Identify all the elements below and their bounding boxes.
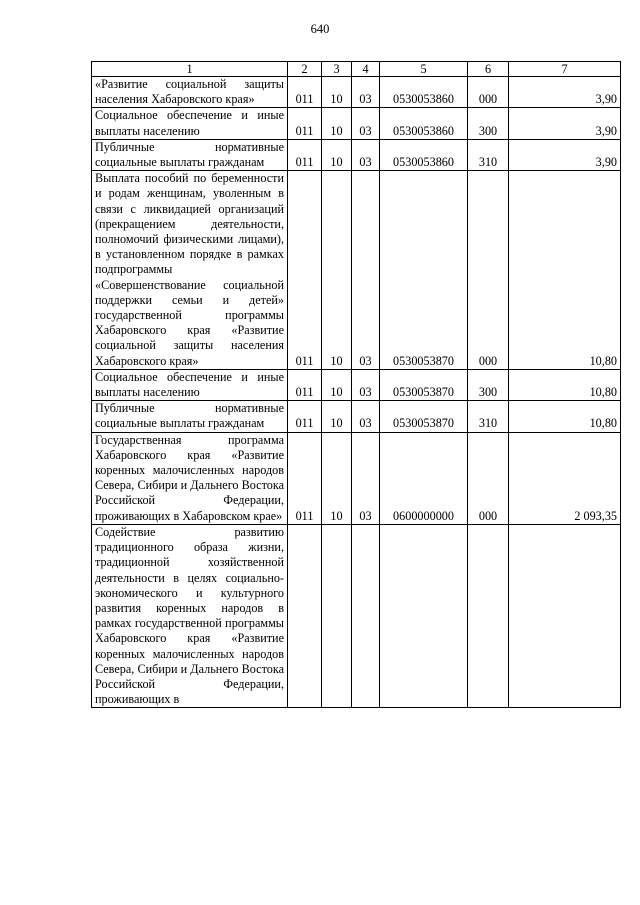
cell-amount: 3,90 xyxy=(509,77,621,108)
cell-section-code xyxy=(322,524,352,707)
cell-target-article: 0600000000 xyxy=(380,432,468,524)
cell-subsection-code: 03 xyxy=(352,139,380,170)
column-header: 7 xyxy=(509,62,621,77)
row-name-text: Социальное обеспечение и иные выплаты населению xyxy=(95,108,284,138)
cell-expense-type: 310 xyxy=(468,401,509,432)
cell-section-code: 10 xyxy=(322,108,352,139)
cell-target-article: 0530053870 xyxy=(380,369,468,400)
cell-ministry-code: 011 xyxy=(288,77,322,108)
cell-amount: 10,80 xyxy=(509,171,621,370)
cell-section-code: 10 xyxy=(322,401,352,432)
cell-amount: 3,90 xyxy=(509,139,621,170)
cell-amount xyxy=(509,524,621,707)
budget-table xyxy=(91,61,621,708)
row-name-cell xyxy=(92,108,288,139)
cell-amount: 3,90 xyxy=(509,108,621,139)
cell-amount: 10,80 xyxy=(509,369,621,400)
cell-subsection-code: 03 xyxy=(352,369,380,400)
cell-section-code: 10 xyxy=(322,171,352,370)
cell-section-code: 10 xyxy=(322,369,352,400)
cell-expense-type: 000 xyxy=(468,171,509,370)
table-row xyxy=(92,401,621,432)
cell-ministry-code xyxy=(288,524,322,707)
row-name-cell xyxy=(92,524,288,707)
cell-target-article: 0530053870 xyxy=(380,401,468,432)
cell-expense-type: 310 xyxy=(468,139,509,170)
cell-target-article: 0530053860 xyxy=(380,77,468,108)
cell-subsection-code: 03 xyxy=(352,171,380,370)
table-header-row xyxy=(92,62,621,77)
row-name-cell xyxy=(92,369,288,400)
cell-section-code: 10 xyxy=(322,77,352,108)
cell-ministry-code: 011 xyxy=(288,401,322,432)
row-name-cell xyxy=(92,432,288,524)
table-row xyxy=(92,171,621,370)
row-name-text: Содействие развитию традиционного образа жизни, традиционной хозяйственной деятельности в целях социально-экономического и культурного развития коренных народов в рамках государственной программы Хабаровского края «Развитие коренных малочисленных народов Севера, Сибири и Дальнего Востока Российской Федерации, проживающих в xyxy=(95,524,284,707)
table-row xyxy=(92,139,621,170)
cell-ministry-code: 011 xyxy=(288,139,322,170)
cell-expense-type: 000 xyxy=(468,432,509,524)
cell-ministry-code: 011 xyxy=(288,171,322,370)
cell-subsection-code xyxy=(352,524,380,707)
row-name-text: Государственная программа Хабаровского края «Развитие коренных малочисленных народов Севера, Сибири и Дальнего Востока Российской Федерации, проживающих в Хабаровском крае» xyxy=(95,432,284,523)
row-name-text: Публичные нормативные социальные выплаты гражданам xyxy=(95,401,284,431)
row-name-cell xyxy=(92,77,288,108)
column-header: 4 xyxy=(352,62,380,77)
cell-subsection-code: 03 xyxy=(352,77,380,108)
column-header: 5 xyxy=(380,62,468,77)
cell-section-code: 10 xyxy=(322,432,352,524)
cell-expense-type: 300 xyxy=(468,369,509,400)
cell-subsection-code: 03 xyxy=(352,432,380,524)
column-header: 6 xyxy=(468,62,509,77)
cell-amount: 2 093,35 xyxy=(509,432,621,524)
page-number: 640 xyxy=(310,22,330,36)
cell-expense-type: 000 xyxy=(468,77,509,108)
cell-subsection-code: 03 xyxy=(352,401,380,432)
column-header: 1 xyxy=(92,62,288,77)
row-name-text: Социальное обеспечение и иные выплаты населению xyxy=(95,369,284,400)
table-row xyxy=(92,77,621,108)
row-name-cell xyxy=(92,171,288,370)
table-row xyxy=(92,108,621,139)
table-row xyxy=(92,369,621,400)
cell-subsection-code: 03 xyxy=(352,108,380,139)
cell-ministry-code: 011 xyxy=(288,108,322,139)
cell-ministry-code: 011 xyxy=(288,369,322,400)
table-row xyxy=(92,432,621,524)
row-name-cell xyxy=(92,139,288,170)
row-name-cell xyxy=(92,401,288,432)
cell-section-code: 10 xyxy=(322,139,352,170)
cell-target-article xyxy=(380,524,468,707)
cell-target-article: 0530053860 xyxy=(380,139,468,170)
cell-expense-type xyxy=(468,524,509,707)
row-name-text: Выплата пособий по беременности и родам женщинам, уволенным в связи с ликвидацией организаций (прекращением деятельности, полномочий физическими лицами), в установленном порядке в рамках подпрограммы «Совершенствование социальной поддержки семьи и детей» государственной программы Хабаровского края «Развитие социальной защиты населения Хабаровского края» xyxy=(95,171,284,368)
column-header: 3 xyxy=(322,62,352,77)
cell-target-article: 0530053870 xyxy=(380,171,468,370)
row-name-text: «Развитие социальной защиты населения Хабаровского края» xyxy=(95,77,284,107)
cell-expense-type: 300 xyxy=(468,108,509,139)
cell-ministry-code: 011 xyxy=(288,432,322,524)
cell-target-article: 0530053860 xyxy=(380,108,468,139)
column-header: 2 xyxy=(288,62,322,77)
row-name-text: Публичные нормативные социальные выплаты гражданам xyxy=(95,139,284,170)
cell-amount: 10,80 xyxy=(509,401,621,432)
table-row xyxy=(92,524,621,707)
